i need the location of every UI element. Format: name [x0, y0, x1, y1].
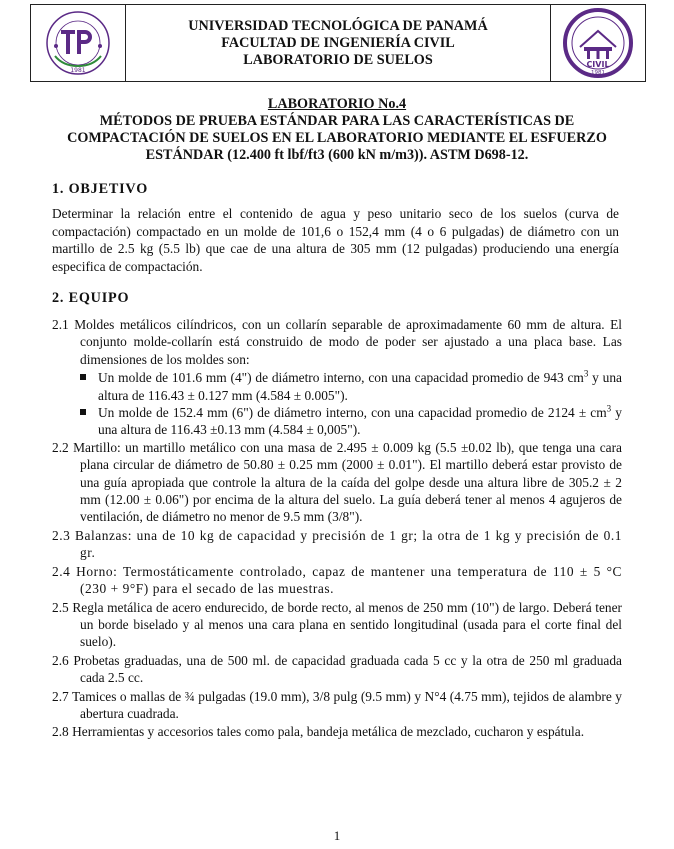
university-name: UNIVERSIDAD TECNOLÓGICA DE PANAMÁ	[188, 17, 488, 34]
mold-bullet-6in: Un molde de 152.4 mm (6") de diámetro interno, con una capacidad promedio de $2124 \pm cm^3$ y una altura de 116.43 ±0.13 mm (4.584 ± 0,005").	[78, 404, 622, 439]
equipo-item-2-1: 2.1 Moldes metálicos cilíndricos, con un collarín separable de aproximadamente 60 mm de altura. El conjunto molde-collarín está construido de modo de poder ser ajustado a una placa base. Las dimensiones de los moldes son:	[52, 317, 622, 367]
equipo-item-2-8: 2.8 Herramientas y accesorios tales como pala, bandeja metálica de mezclado, cucharon y espátula.	[52, 724, 585, 740]
utp-logo-year: 1981	[70, 67, 86, 74]
bullet-square-icon	[80, 374, 86, 380]
objetivo-heading: 1. OBJETIVO	[52, 181, 149, 197]
mold-bullet-4in: Un molde de 101.6 mm (4") de diámetro interno, con una capacidad promedio de 943 $cm^3$ y una altura de 116.43 ± 0.127 mm (4.584 ± 0.005").	[78, 369, 622, 404]
lab-name: LABORATORIO DE SUELOS	[243, 51, 433, 68]
document-header	[30, 4, 646, 82]
lab-title-line3: ESTÁNDAR (12.400 ft lbf/ft3 (600 kN m/m3)). ASTM D698-12.	[145, 147, 529, 163]
equipo-item-2-4: 2.4 Horno: Termostáticamente controlado, capaz de mantener una temperatura de 110 ± 5 °C (230 + 9°F) para el secado de las muestras.	[52, 563, 622, 597]
lab-number: LABORATORIO No.4	[267, 96, 407, 112]
utp-logo-cell	[31, 5, 126, 81]
page-number: 1	[333, 828, 341, 843]
header-title	[126, 5, 551, 81]
equipo-heading: 2. EQUIPO	[52, 290, 130, 306]
lab-title-line1: MÉTODOS DE PRUEBA ESTÁNDAR PARA LAS CARACTERÍSTICAS DE	[99, 113, 575, 129]
civil-logo-text: CIVIL	[586, 60, 610, 69]
equipo-list	[52, 316, 622, 742]
equipo-item-2-6: 2.6 Probetas graduadas, una de 500 ml. de capacidad graduada cada 5 cc y la otra de 250 ml graduada cada 2.5 cc.	[52, 652, 622, 686]
equipo-item-2-3: 2.3 Balanzas: una de 10 kg de capacidad y precisión de 1 gr; la otra de 1 kg y precisión de 0.1 gr.	[52, 527, 622, 561]
equipo-item-2-7: 2.7 Tamices o mallas de ¾ pulgadas (19.0 mm), 3/8 pulg (9.5 mm) y N°4 (4.75 mm), tejidos de alambre y abertura cuadrada.	[52, 688, 622, 721]
lab-title-line2: COMPACTACIÓN DE SUELOS EN EL LABORATORIO MEDIANTE EL ESFUERZO	[67, 130, 607, 146]
civil-logo-year: 1981	[591, 70, 605, 76]
faculty-name: FACULTAD DE INGENIERÍA CIVIL	[221, 34, 455, 51]
equipo-item-2-2: 2.2 Martillo: un martillo metálico con una masa de 2.495 ± 0.009 kg (5.5 ±0.02 lb), que tenga una cara plana circular de diámetro de 50.80 ± 0.25 mm (2000 ± 0.01"). El martillo deberá estar provisto de una guía apropiada que controle la altura de la caída del golpe desde una altura libre de 305.2 ± 2 mm (12.00 ± 0.06") por encima de la altura del suelo. La guía deberá tener al menos 4 agujeros de ventilación, de diámetro no menor de 9.5 mm (3/8").	[52, 439, 622, 525]
civil-logo-cell	[551, 5, 645, 81]
lab-title-block	[30, 96, 644, 164]
utp-logo-icon	[43, 8, 113, 78]
civil-logo-icon	[562, 7, 634, 79]
objetivo-text: Determinar la relación entre el contenido de agua y peso unitario seco de los suelos (curva de compactación) compactado en un molde de 101,6 o 152,4 mm (4 o 6 pulgadas) de diámetro con un martillo de 2.5 kg (5.5 lb) que cae de una altura de 305 mm (12 pulgadas) produciendo una energía especifica de compactación.	[52, 206, 619, 274]
bullet-square-icon	[80, 409, 86, 415]
mold-bullets	[52, 369, 622, 439]
equipo-item-2-5: 2.5 Regla metálica de acero endurecido, de borde recto, al menos de 250 mm (10") de largo. Deberá tener un borde biselado y al menos una cara plana en sentido longitudinal (usada para el corte final del suelo).	[52, 599, 622, 650]
